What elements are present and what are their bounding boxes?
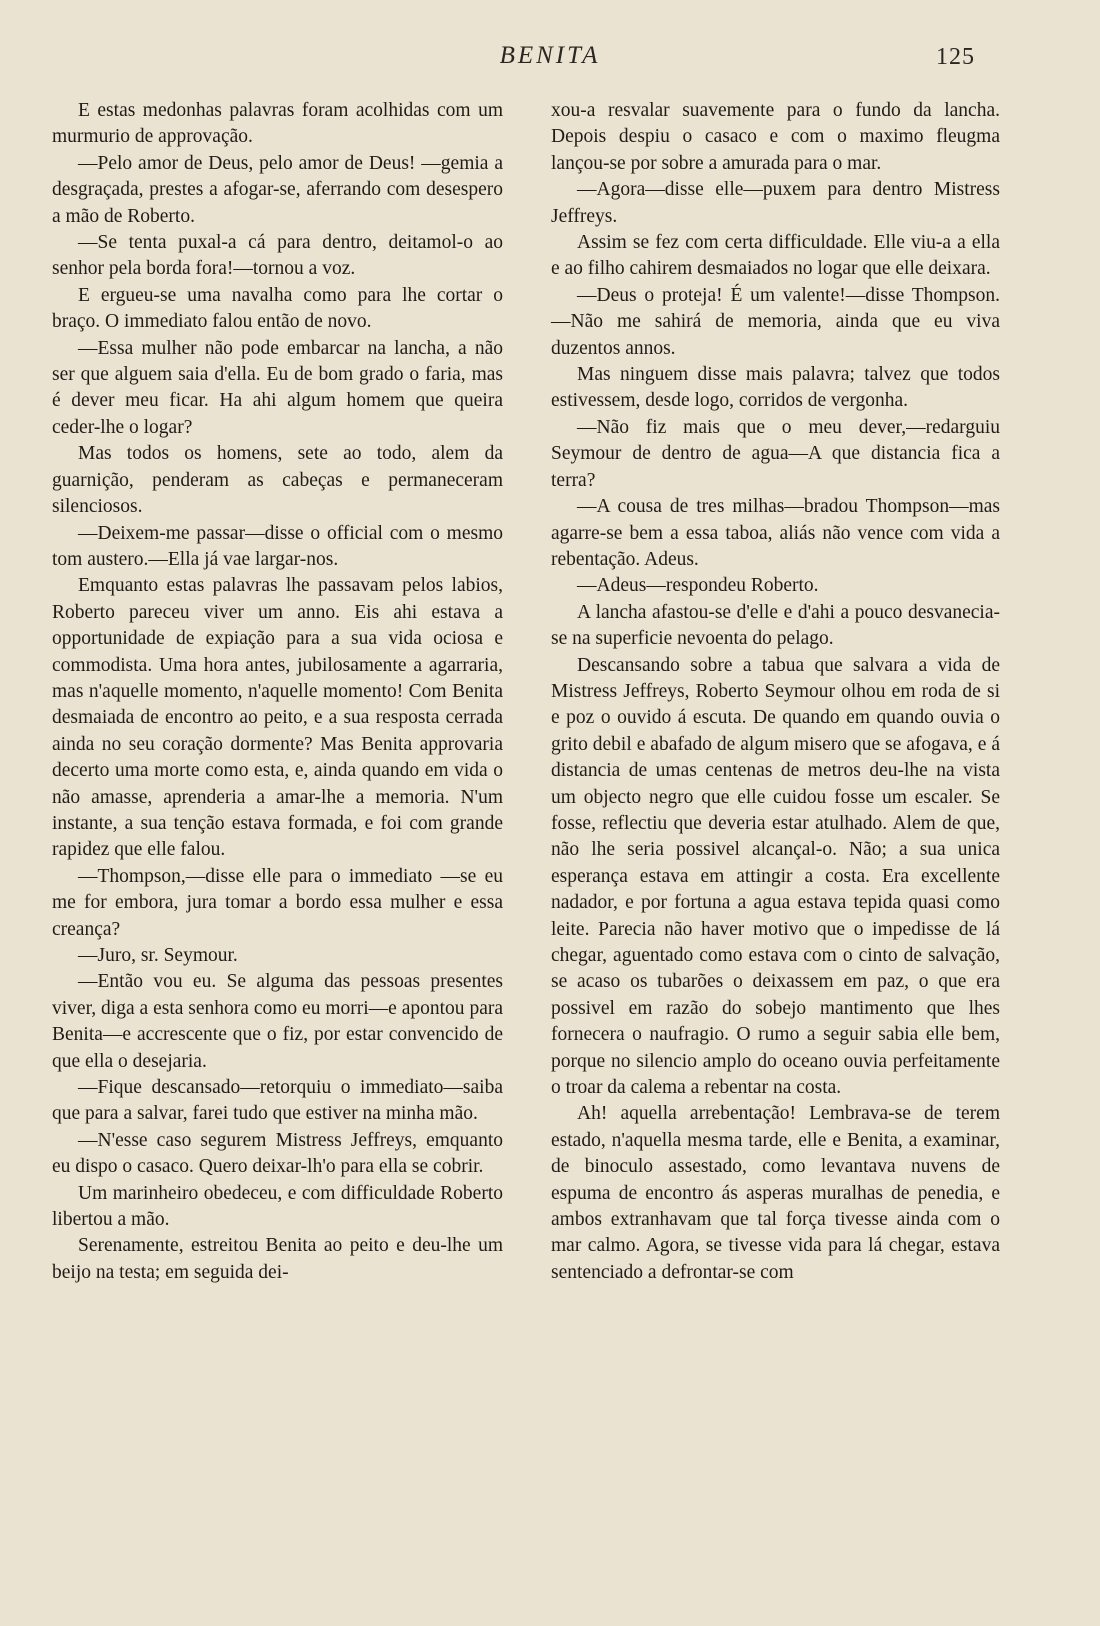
paragraph: —Essa mulher não pode embarcar na lancha, a não ser que alguem saia d'ella. Eu de bom grado o faria, mas é dever meu ficar. Ha ahi algum homem que queira ceder-lhe o logar? <box>52 337 503 438</box>
paragraph: —Adeus—respondeu Roberto. <box>577 575 819 597</box>
paragraph: —Thompson,—disse elle para o immediato —se eu me for embora, jura tomar a bordo essa mulher e essa creança? <box>52 865 503 940</box>
paragraph: E estas medonhas palavras foram acolhidas com um murmurio de approvação. <box>52 100 503 148</box>
paragraph: —Pelo amor de Deus, pelo amor de Deus! —gemia a desgraçada, prestes a afogar-se, aferrando com desespero a mão de Roberto. <box>52 152 503 227</box>
paragraph: Assim se fez com certa difficuldade. Elle viu-a a ella e ao filho cahirem desmaiados no logar que elle deixara. <box>551 232 1000 280</box>
paragraph: Mas todos os homens, sete ao todo, alem da guarnição, penderam as cabeças e permaneceram silenciosos. <box>52 443 503 518</box>
paragraph-continued: xou-a resvalar suavemente para o fundo da lancha. Depois despiu o casaco e com o maximo fleugma lançou-se por sobre a amurada para o mar. <box>551 100 1000 174</box>
paragraph: —Então vou eu. Se alguma das pessoas presentes viver, diga a esta senhora como eu morri—e apontou para Benita—e accrescente que o fiz, por estar convencido de que ella o desejaria. <box>52 971 503 1072</box>
paragraph: Mas ninguem disse mais palavra; talvez que todos estivessem, desde logo, corridos de vergonha. <box>551 364 1000 412</box>
paragraph: Emquanto estas palavras lhe passavam pelos labios, Roberto pareceu viver um anno. Eis ahi estava a opportunidade de expiação para a sua vida ociosa e commodista. Uma hora antes, jubilosamente a agarraria, mas n'aquelle momento, n'aquelle momento! Com Benita desmaiada de encontro ao peito, e a sua resposta cerrada ainda no seu coração dormente? Mas Benita approvaria decerto uma morte como esta, e, ainda quando em vida o não amasse, aprenderia a amar-lhe a memoria. N'um instante, a sua tenção estava formada, e foi com grande rapidez que elle falou. <box>52 575 503 861</box>
text-column-right <box>551 98 1000 1286</box>
paragraph: E ergueu-se uma navalha como para lhe cortar o braço. O immediato falou então de novo. <box>52 284 503 333</box>
paragraph: —Deus o proteja! É um valente!—disse Thompson.—Não me sahirá de memoria, ainda que eu viva duzentos annos. <box>551 284 1000 359</box>
paragraph: Descansando sobre a tabua que salvara a vida de Mistress Jeffreys, Roberto Seymour olhou em roda de si e poz o ouvido á escuta. De quando em quando ouvia o grito debil e abafado de algum misero que se afogava, e á distancia de umas centenas de metros deu-lhe na vista um objecto negro que elle cuidou fosse um escaler. Se fosse, reflectiu que deveria estar atulhado. Alem de que, não lhe seria possivel alcançal-o. Não; a sua unica esperança estava em attingir a costa. Era excellente nadador, e por fortuna a agua estava tepida quasi como leite. Parecia não haver motivo que o impedisse de lá chegar, aguentado como estava com o cinto de salvação, se acaso os tubarões o deixassem em paz, o que era possivel em razão do sobejo mantimento que lhes fornecera o naufragio. O rumo a seguir sabia elle bem, porque no silencio amplo do oceano ouvia perfeitamente o troar da calema a rebentar na costa. <box>551 654 1000 1099</box>
text-column-left <box>52 98 503 1286</box>
paragraph: —Se tenta puxal-a cá para dentro, deitamol-o ao senhor pela borda fora!—tornou a voz. <box>52 232 503 280</box>
paragraph: —Juro, sr. Seymour. <box>78 945 238 966</box>
paragraph: —Fique descansado—retorquiu o immediato—saiba que para a salvar, farei tudo que estiver na minha mão. <box>52 1077 503 1125</box>
paragraph: A lancha afastou-se d'elle e d'ahi a pouco desvanecia-se na superficie nevoenta do pelago. <box>551 601 1000 650</box>
paragraph: Serenamente, estreitou Benita ao peito e deu-lhe um beijo na testa; em seguida dei- <box>52 1235 503 1283</box>
page-number: 125 <box>936 44 975 70</box>
paragraph: —A cousa de tres milhas—bradou Thompson—mas agarre-se bem a essa taboa, aliás não vence com vida a rebentação. Adeus. <box>551 496 1000 570</box>
running-header-title: BENITA <box>499 42 601 69</box>
paragraph: —Deixem-me passar—disse o official com o mesmo tom austero.—Ella já vae largar-nos. <box>52 522 503 570</box>
paragraph: Ah! aquella arrebentação! Lembrava-se de terem estado, n'aquella mesma tarde, elle e Benita, a examinar, de binoculo assestado, como levantava nuvens de espuma de encontro ás asperas muralhas de penedia, e ambos extranhavam que tal força tivesse ainda com o mar calmo. Agora, se tivesse vida para lá chegar, estava sentenciado a defrontar-se com <box>551 1103 1000 1283</box>
paragraph: —Agora—disse elle—puxem para dentro Mistress Jeffreys. <box>551 179 1000 227</box>
paragraph: Um marinheiro obedeceu, e com difficuldade Roberto libertou a mão. <box>52 1182 503 1231</box>
paragraph: —Não fiz mais que o meu dever,—redarguiu Seymour de dentro de agua—A que distancia fica a terra? <box>551 416 1000 491</box>
paragraph: —N'esse caso segurem Mistress Jeffreys, emquanto eu dispo o casaco. Quero deixar-lh'o para ella se cobrir. <box>52 1129 503 1178</box>
